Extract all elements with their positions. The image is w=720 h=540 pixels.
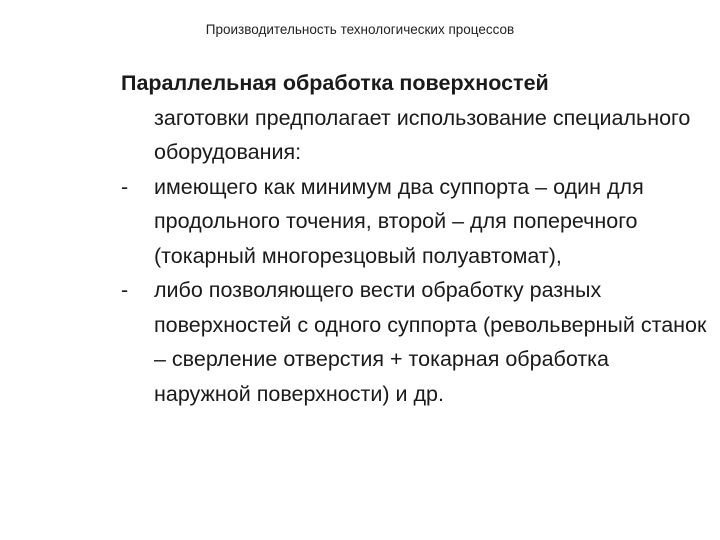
- list-item: [121, 273, 711, 411]
- list-item-marker: -: [121, 174, 129, 199]
- list-item-text: имеющего как минимум два суппорта – один для продольного точения, второй – для поперечного (токарный многорезцовый полуавтомат),: [154, 174, 644, 268]
- list-item-marker: -: [121, 278, 129, 302]
- list-item-text: либо позволяющего вести обработку разных поверхностей с одного суппорта (револьверный станок – сверление отверстия + токарная обработка наружной поверхности) и др.: [154, 278, 707, 406]
- slide-header-title: Производительность технологических процессов: [205, 22, 515, 37]
- list-item: [121, 170, 711, 274]
- lead-paragraph: [121, 66, 711, 170]
- lead-rest-text: заготовки предполагает использование специального оборудования:: [154, 105, 691, 164]
- slide-body: [121, 66, 711, 411]
- lead-bold-text: Параллельная обработка поверхностей: [121, 71, 549, 95]
